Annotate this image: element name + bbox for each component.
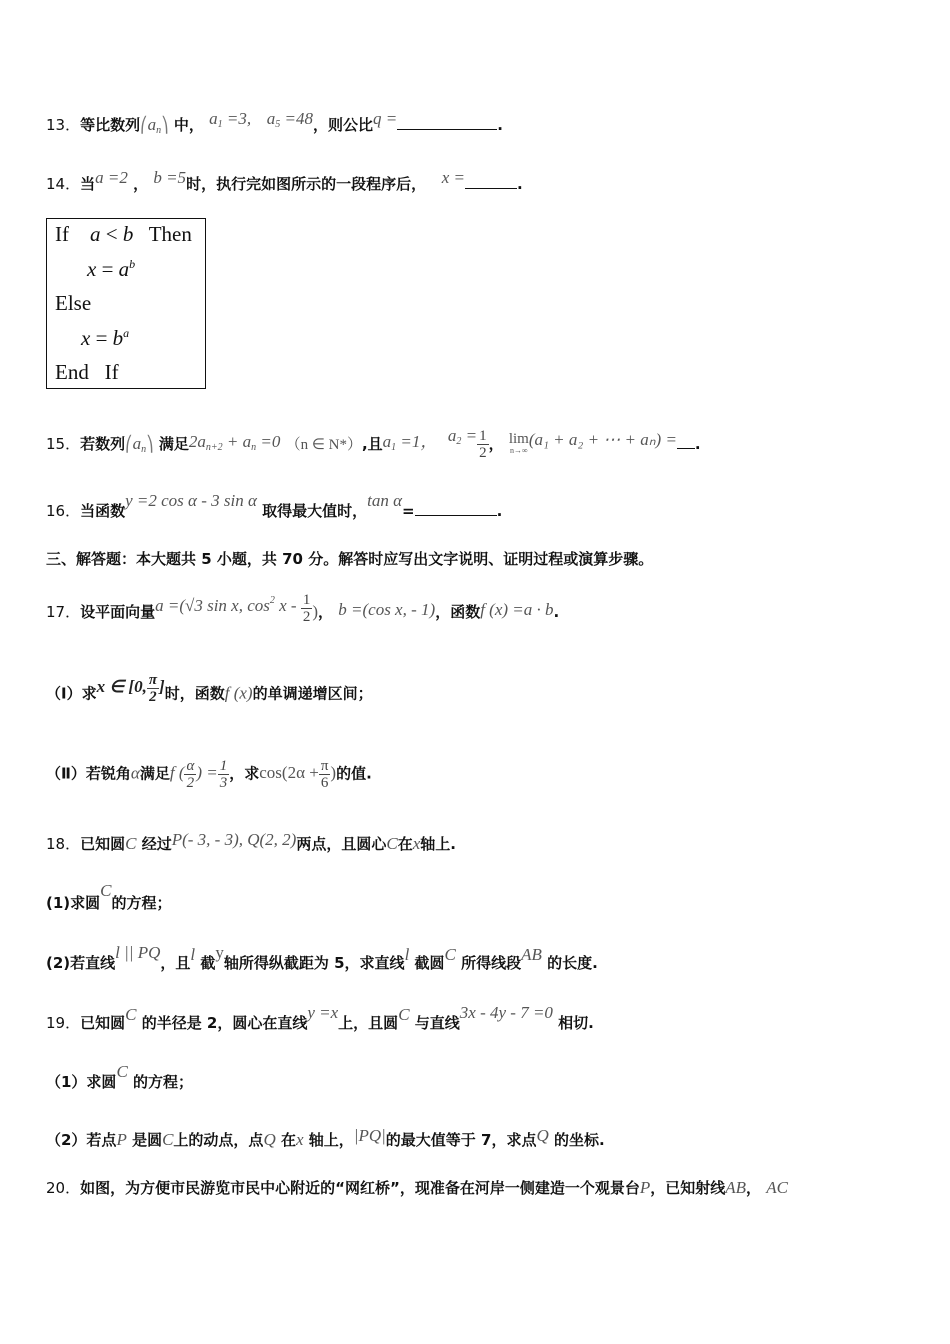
text: ， [488, 435, 504, 453]
math-l: l [404, 945, 410, 964]
text: 当 [80, 175, 96, 193]
text: . [694, 435, 701, 453]
math-C: C [386, 834, 398, 853]
question-13: 13．等比数列$⎛a_n⎞$ 中， $a_1 =3$, $a_5 =48$，则公比q = . [46, 109, 503, 136]
math-a: a =2 [95, 168, 128, 187]
question-19 [46, 1003, 594, 1033]
text: 上，且圆 [338, 1014, 399, 1032]
math-interval: x ∈ [0, $\frac{\pi}{2}$ ] [96, 672, 165, 705]
math-PQ-abs: |PQ| [353, 1126, 386, 1145]
text: 满足 [158, 435, 189, 453]
question-18 [46, 830, 456, 854]
text: ，则公比 [312, 116, 373, 134]
text: 的值. [336, 764, 372, 783]
question-number: 16． [46, 502, 81, 520]
question-number: 13． [46, 116, 81, 134]
text: ， [746, 1179, 762, 1197]
question-19-part-2 [46, 1126, 605, 1150]
math-function: y =2 cos α - 3 sin α [125, 491, 257, 510]
question-number: 20． [46, 1179, 81, 1197]
text: 的方程； [111, 894, 172, 912]
math-parallel: l || PQ [115, 943, 161, 962]
math-AC: AC [766, 1178, 788, 1197]
math-seq: $a_n$ [147, 115, 162, 136]
text: . [497, 116, 503, 134]
math-C: C [444, 945, 456, 964]
math-x: x = [441, 168, 466, 187]
text: 在 [397, 835, 413, 853]
math-x: x [295, 1130, 304, 1149]
math-condition: （n ∈ N*） [285, 437, 362, 453]
text: 等比数列 [80, 116, 141, 134]
text: ，已知射线 [650, 1179, 726, 1197]
text: 上的动点，点 [173, 1131, 264, 1149]
text: . [496, 502, 503, 520]
question-number: 19． [46, 1014, 81, 1032]
math-Q: Q [536, 1126, 549, 1145]
text: 相切. [558, 1014, 594, 1032]
question-number: 15． [46, 435, 81, 453]
math-C: C [162, 1130, 174, 1149]
text: 当函数 [80, 502, 126, 520]
math-f: f (x) [224, 683, 253, 703]
question-17-part-2 [46, 758, 372, 791]
math-a5: $a_5 =48$ [266, 109, 313, 130]
part-label: （1）求圆 [46, 1073, 117, 1091]
question-number: 18． [46, 835, 81, 853]
math-recurrence: $2a_{n+2} + a_n =0$ [188, 432, 281, 453]
math-C: C [100, 881, 112, 900]
math-sum: (a₁ + a₂ + ⋯ + aₙ) = [528, 430, 677, 449]
text: = [402, 502, 415, 520]
text: 截 [200, 954, 216, 972]
text: 轴上， [308, 1131, 354, 1149]
part-label: (2)若直线 [46, 954, 116, 972]
math-a1: $a_1 =3$, [209, 109, 252, 130]
math-C: C [398, 1005, 410, 1024]
text: 的方程； [133, 1073, 194, 1091]
math-a1: $a_1 =1$， [382, 432, 438, 453]
question-number: 17． [46, 603, 81, 621]
math-Q: Q [263, 1130, 276, 1149]
text: 设平面向量 [80, 603, 156, 621]
part-label: （Ⅰ）求 [46, 684, 97, 703]
question-20 [46, 1177, 788, 1198]
text: 中， [173, 116, 204, 134]
text: ) [312, 602, 319, 621]
math-x: x [412, 834, 421, 853]
text: 取得最大值时， [262, 502, 368, 520]
question-17-part-1 [46, 672, 373, 711]
math-limit: lim n→∞ [508, 430, 529, 455]
part-label: （2）若点 [46, 1131, 117, 1149]
text: ， [318, 603, 334, 621]
math-y: y [215, 943, 224, 962]
program-line-2: $x = a^b$ [87, 257, 136, 281]
text: 两点，且圆心 [296, 835, 387, 853]
answer-blank[interactable] [397, 115, 497, 130]
text: 截圆 [414, 954, 445, 972]
program-line-5: End If [55, 360, 119, 384]
math-f-alpha: f ( $\frac{\alpha}{2}$ ) = $\frac{1}{3}$ [169, 758, 228, 791]
text: 所得线段 [461, 954, 522, 972]
question-16 [46, 491, 503, 521]
text: 经过 [141, 835, 172, 853]
fraction-half: $\frac{1}{2}$ [479, 428, 487, 461]
question-19-part-1 [46, 1062, 194, 1092]
math-C: C [125, 1005, 137, 1024]
math-alpha: α [130, 763, 140, 783]
part-label: （Ⅱ）若锐角 [46, 764, 131, 783]
text: 的半径是 2，圆心在直线 [141, 1014, 308, 1032]
program-line-4: $x = b^a$ [81, 326, 130, 350]
text: 如图，为方便市民游览市民中心附近的“网红桥”，现准备在河岸一侧建造一个观景台 [80, 1179, 640, 1197]
text: . [553, 603, 560, 621]
text: ，函数 [435, 603, 481, 621]
math-a2: $a_2$ = [447, 426, 478, 447]
text: 的单调递增区间； [252, 684, 373, 703]
part-label: (1)求圆 [46, 894, 101, 912]
math-vector-a: a =(√3 sin x, $\cos^2 x$ - [155, 595, 301, 615]
text: 的长度. [547, 954, 598, 972]
math-points: P(- 3, - 3), Q(2, 2) [171, 830, 297, 849]
text: 轴所得纵截距为 5，求直线 [223, 954, 405, 972]
question-18-part-2 [46, 943, 598, 973]
program-box [46, 218, 206, 389]
math-cos: cos(2α + $\frac{\pi}{6}$ ) [259, 758, 337, 791]
math-line: y =x [307, 1003, 339, 1022]
math-vector-b: b =(cos x, - 1) [338, 600, 436, 619]
text: ，且 [160, 954, 191, 972]
text: 已知圆 [80, 835, 126, 853]
math-b: b =5 [153, 168, 187, 187]
text: ,且 [361, 435, 383, 453]
math-q: q = [373, 109, 398, 128]
text: . [517, 175, 523, 193]
math-AB: AB [725, 1178, 747, 1197]
question-17 [46, 592, 560, 629]
question-15: 15．若数列$⎛a_n⎞$ 满足$2a_{n+2} + a_n =0$ （n ∈ N*）,且$a_1 =1$， $a_2$ = $\frac{1}{2}$ ， lim n→∞ (a₁ + a₂ + ⋯ + aₙ) = . [46, 426, 701, 461]
math-P: P [639, 1178, 651, 1197]
math-seq: $a_n$ [132, 434, 147, 455]
question-14 [46, 168, 523, 194]
text: 是圆 [132, 1131, 163, 1149]
answer-blank[interactable] [677, 434, 695, 449]
section-heading: 三、解答题：本大题共 5 小题，共 70 分。解答时应写出文字说明、证明过程或演算步骤。 [46, 550, 654, 568]
text: 若数列 [80, 435, 126, 453]
math-tan: tan α [367, 491, 403, 510]
math-AB: AB [521, 945, 542, 964]
answer-blank[interactable] [415, 501, 497, 516]
text: 与直线 [414, 1014, 460, 1032]
math-f: f (x) =a · b [480, 600, 554, 619]
text: 满足 [139, 764, 170, 783]
program-line-3: Else [55, 291, 92, 315]
question-18-part-1 [46, 881, 172, 913]
math-l: l [190, 945, 196, 964]
question-number: 14． [46, 175, 81, 193]
math-C: C [125, 834, 137, 853]
text: ，求 [229, 764, 260, 783]
math-line2: 3x - 4y - 7 =0 [459, 1003, 553, 1022]
text: 轴上. [420, 835, 456, 853]
program-line-1: If a < b Then [55, 222, 192, 246]
fraction-half: $\frac{1}{2}$ [302, 592, 311, 625]
text: 的最大值等于 7，求点 [385, 1131, 537, 1149]
math-C: C [116, 1062, 128, 1081]
text: 时，函数 [164, 684, 225, 703]
answer-blank[interactable] [465, 174, 517, 189]
text: 的坐标. [553, 1131, 605, 1149]
math-P: P [116, 1130, 127, 1149]
text: ， [133, 175, 149, 193]
text: 时，执行完如图所示的一段程序后， [186, 175, 427, 193]
text: 已知圆 [80, 1014, 126, 1032]
text: 在 [280, 1131, 296, 1149]
